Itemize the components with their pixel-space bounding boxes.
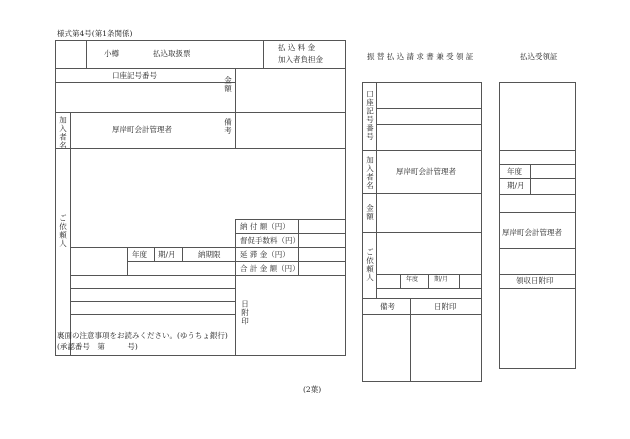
middle-period-label: 期/月 xyxy=(434,276,449,283)
reverse-notice: 裏面の注意事項をお読みください。(ゆうちょ銀行) xyxy=(57,331,228,340)
middle-year-label: 年度 xyxy=(406,276,419,283)
form-number: 様式第4号(第1条関係) xyxy=(57,29,133,38)
small-tab-label: 小樽 xyxy=(104,49,119,58)
payment-row-fee: 督促手数料（円） xyxy=(240,236,300,245)
subscriber-name: 厚岸町会計管理者 xyxy=(112,125,172,134)
date-stamp-label: 日附印 xyxy=(240,300,250,326)
amount-label: 金額 xyxy=(223,76,233,93)
deadline-label: 納期限 xyxy=(198,250,221,259)
middle-slip-title: 振 替 払 込 請 求 書 兼 受 領 証 xyxy=(367,52,474,61)
year-label: 年度 xyxy=(132,250,147,259)
middle-requester-label: ご依頼人 xyxy=(365,248,375,282)
fee-label-line1: 払 込 料 金 xyxy=(278,43,316,52)
requester-label: ご依頼人 xyxy=(58,214,68,248)
payment-row-late: 延 滞 金（円） xyxy=(240,250,290,259)
account-label: 口座記号番号 xyxy=(112,71,157,80)
slip-title: 払込取扱票 xyxy=(153,49,191,58)
middle-subscriber-label: 加入者名 xyxy=(365,156,375,190)
remarks-label: 備考 xyxy=(223,118,233,135)
subscriber-label: 加入者名 xyxy=(58,116,68,150)
approval-number: (承認番号 第 号) xyxy=(57,342,138,351)
left-slip-frame xyxy=(55,40,346,356)
right-year-label: 年度 xyxy=(507,167,522,176)
receipt-stamp-label: 領収日附印 xyxy=(516,276,554,285)
middle-account-label: 口座記号番号 xyxy=(365,90,375,141)
right-slip-title: 払込受領証 xyxy=(520,52,558,61)
payment-row-total: 合 計 金 額（円） xyxy=(240,264,300,273)
middle-amount-label: 金額 xyxy=(365,204,375,221)
middle-subscriber-name: 厚岸町会計管理者 xyxy=(396,167,456,176)
fee-label-line2: 加入者負担金 xyxy=(278,55,323,64)
copies-label: (2葉) xyxy=(303,385,322,394)
right-period-label: 期/月 xyxy=(507,181,525,190)
middle-remarks-label: 備考 xyxy=(380,302,395,311)
payment-row-amount: 納 付 額（円） xyxy=(240,222,290,231)
period-label: 期/月 xyxy=(158,250,176,259)
right-slip-frame xyxy=(499,82,576,369)
middle-date-stamp-label: 日附印 xyxy=(434,302,457,311)
right-subscriber-name: 厚岸町会計管理者 xyxy=(502,228,562,237)
